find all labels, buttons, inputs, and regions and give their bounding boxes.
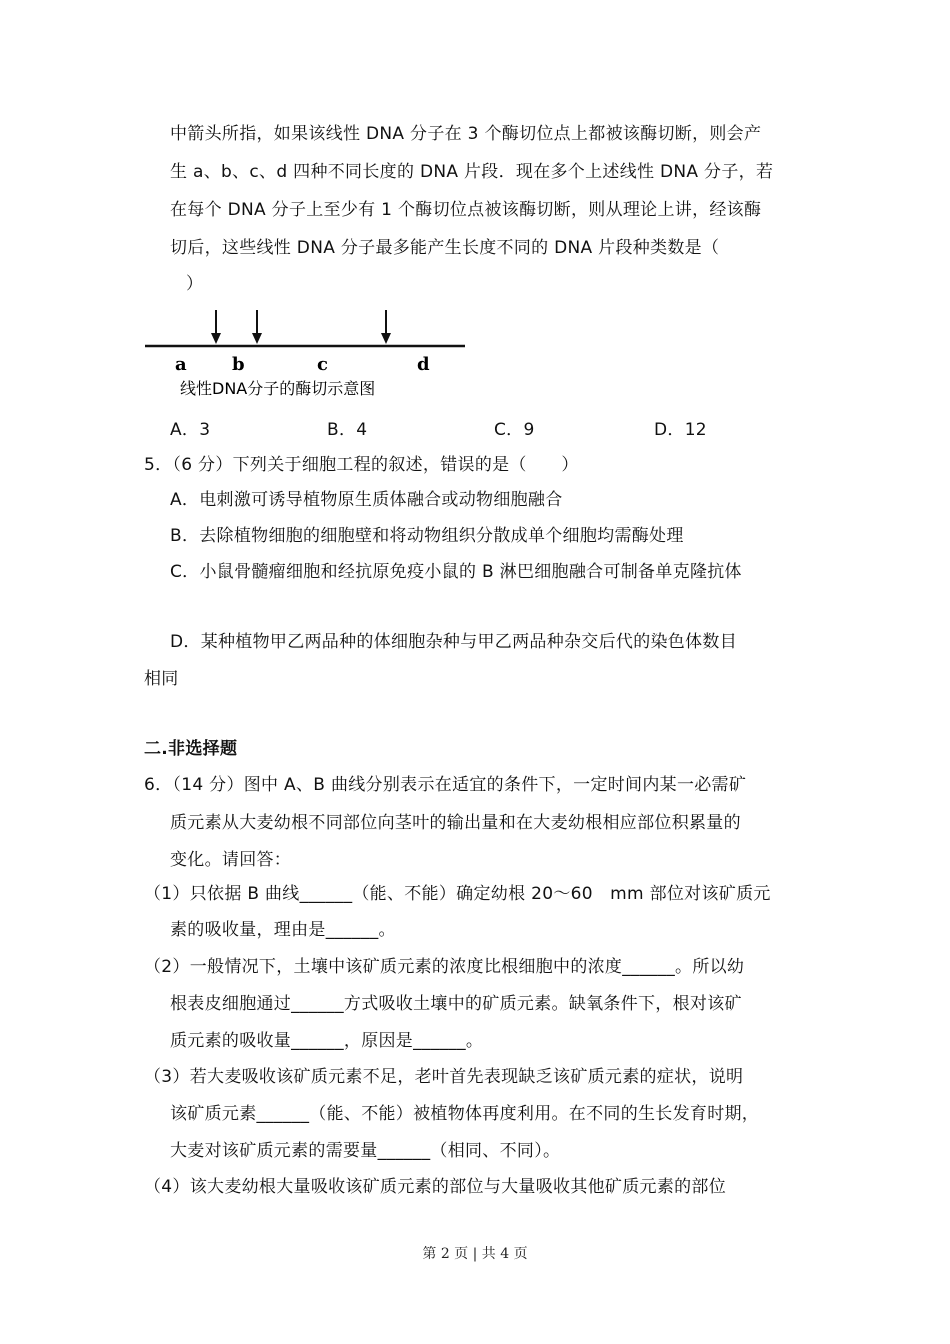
- fragment-label-c: c: [317, 354, 328, 375]
- q4-option-c: C．9: [494, 420, 535, 440]
- q6-part4-line-1: （4）该大麦幼根大量吸收该矿质元素的部位与大量吸收其他矿质元素的部位: [144, 1177, 727, 1197]
- q4-option-a: A．3: [170, 420, 211, 440]
- q5-option-b: B．去除植物细胞的细胞壁和将动物组织分散成单个细胞均需酶处理: [170, 526, 684, 546]
- q5-stem: 5．（6 分）下列关于细胞工程的叙述，错误的是（ ）: [144, 455, 579, 475]
- q4-text-line-2: 生 a、b、c、d 四种不同长度的 DNA 片段．现在多个上述线性 DNA 分子，若: [170, 162, 774, 182]
- fragment-label-b: b: [232, 354, 245, 375]
- q6-part2-line-3: 质元素的吸收量______，原因是______。: [170, 1031, 484, 1051]
- q4-text-line-3: 在每个 DNA 分子上至少有 1 个酶切位点被该酶切断，则从理论上讲，经该酶: [170, 200, 762, 220]
- q6-stem-line-3: 变化。请回答：: [170, 850, 292, 870]
- dna-cut-diagram: [140, 300, 470, 410]
- q4-option-d: D．12: [654, 420, 707, 440]
- q6-part2-line-1: （2）一般情况下，土壤中该矿质元素的浓度比根细胞中的浓度______。所以幼: [144, 957, 745, 977]
- fragment-label-d: d: [417, 354, 430, 375]
- q5-option-c: C．小鼠骨髓瘤细胞和经抗原免疫小鼠的 B 淋巴细胞融合可制备单克隆抗体: [170, 562, 742, 582]
- page-footer: 第 2 页 | 共 4 页: [422, 1246, 528, 1262]
- diagram-caption: 线性DNA分子的酶切示意图: [180, 379, 376, 398]
- fragment-label-a: a: [175, 354, 187, 375]
- q4-option-b: B．4: [327, 420, 368, 440]
- q6-part3-line-1: （3）若大麦吸收该矿质元素不足，老叶首先表现缺乏该矿质元素的症状，说明: [144, 1067, 744, 1087]
- q4-text-line-1: 中箭头所指，如果该线性 DNA 分子在 3 个酶切位点上都被该酶切断，则会产: [170, 124, 762, 144]
- q5-option-a: A．电刺激可诱导植物原生质体融合或动物细胞融合: [170, 490, 563, 510]
- q6-part3-line-2: 该矿质元素______（能、不能）被植物体再度利用。在不同的生长发育时期，: [170, 1104, 760, 1124]
- cut-arrow-1: [211, 310, 221, 344]
- q6-part3-line-3: 大麦对该矿质元素的需要量______（相同、不同）。: [170, 1141, 561, 1161]
- q6-stem-line-1: 6．（14 分）图中 A、B 曲线分别表示在适宜的条件下，一定时间内某一必需矿: [144, 775, 747, 795]
- cut-arrow-2: [252, 310, 262, 344]
- q6-part1-line-2: 素的吸收量，理由是______。: [170, 920, 396, 940]
- q5-option-d: D．某种植物甲乙两品种的体细胞杂种与甲乙两品种杂交后代的染色体数目: [170, 632, 737, 652]
- section-title: 二.非选择题: [144, 739, 238, 759]
- cut-arrow-3: [381, 310, 391, 344]
- q6-part2-line-2: 根表皮细胞通过______方式吸收土壤中的矿质元素。缺氧条件下，根对该矿: [170, 994, 742, 1014]
- q6-stem-line-2: 质元素从大麦幼根不同部位向茎叶的输出量和在大麦幼根相应部位积累量的: [170, 813, 741, 833]
- q4-text-line-4: 切后，这些线性 DNA 分子最多能产生长度不同的 DNA 片段种类数是（: [170, 238, 720, 258]
- q4-text-line-5: ）: [186, 274, 204, 294]
- q6-part1-line-1: （1）只依据 B 曲线______（能、不能）确定幼根 20～60 mm 部位对该矿质元: [144, 884, 771, 904]
- q5-option-d-cont: 相同: [144, 669, 179, 689]
